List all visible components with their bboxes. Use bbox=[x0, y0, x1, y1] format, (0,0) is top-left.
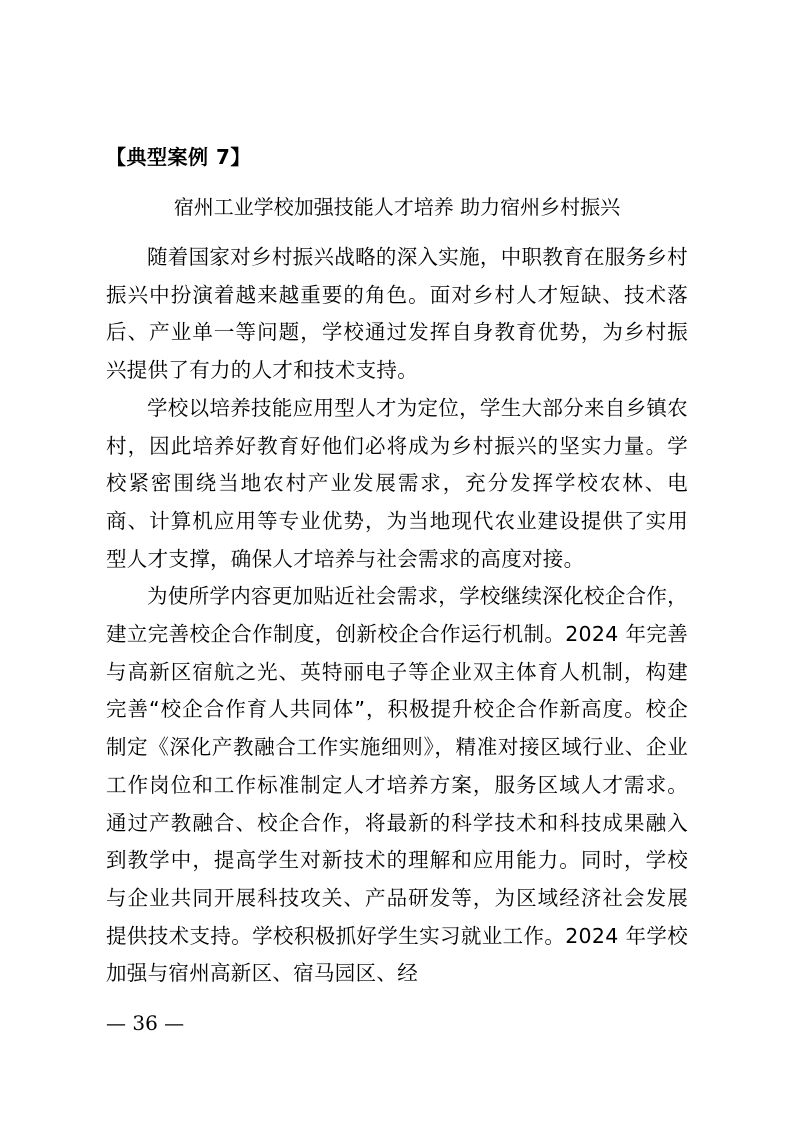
document-title: 宿州工业学校加强技能人才培养 助力宿州乡村振兴 bbox=[173, 195, 621, 219]
paragraph-3: 为使所学内容更加贴近社会需求，学校继续深化校企合作，建立完善校企合作制度，创新校企合作运行机制。2024 年完善与高新区宿航之光、英特丽电子等企业双主体育人机制，构建完善“校企合作育人共同体”，积极提升校企合作新高度。校企制定《深化产教融合工作实施细则》，精准对接区域行业、企业工作岗位和工作标准制定人才培养方案，服务区域人才需求。通过产教融合、校企合作，将最新的科学技术和科技成果融入到教学中，提高学生对新技术的理解和应用能力。同时，学校与企业共同开展科技攻关、产品研发等，为区域经济社会发展提供技术支持。学校积极抓好学生实习就业工作。2024 年学校加强与宿州高新区、宿马园区、经 bbox=[106, 584, 688, 986]
case-heading: 【典型案例 7】 bbox=[106, 145, 251, 169]
paragraph-2: 学校以培养技能应用型人才为定位，学生大部分来自乡镇农村，因此培养好教育好他们必将成为乡村振兴的坚实力量。学校紧密围绕当地农村产业发展需求，充分发挥学校农林、电商、计算机应用等专业优势，为当地现代农业建设提供了实用型人才支撑，确保人才培养与社会需求的高度对接。 bbox=[106, 395, 688, 571]
page-number: — 36 — bbox=[106, 1011, 185, 1035]
paragraph-1: 随着国家对乡村振兴战略的深入实施，中职教育在服务乡村振兴中扮演着越来越重要的角色。面对乡村人才短缺、技术落后、产业单一等问题，学校通过发挥自身教育优势，为乡村振兴提供了有力的人才和技术支持。 bbox=[106, 245, 688, 383]
body-text bbox=[106, 239, 688, 993]
